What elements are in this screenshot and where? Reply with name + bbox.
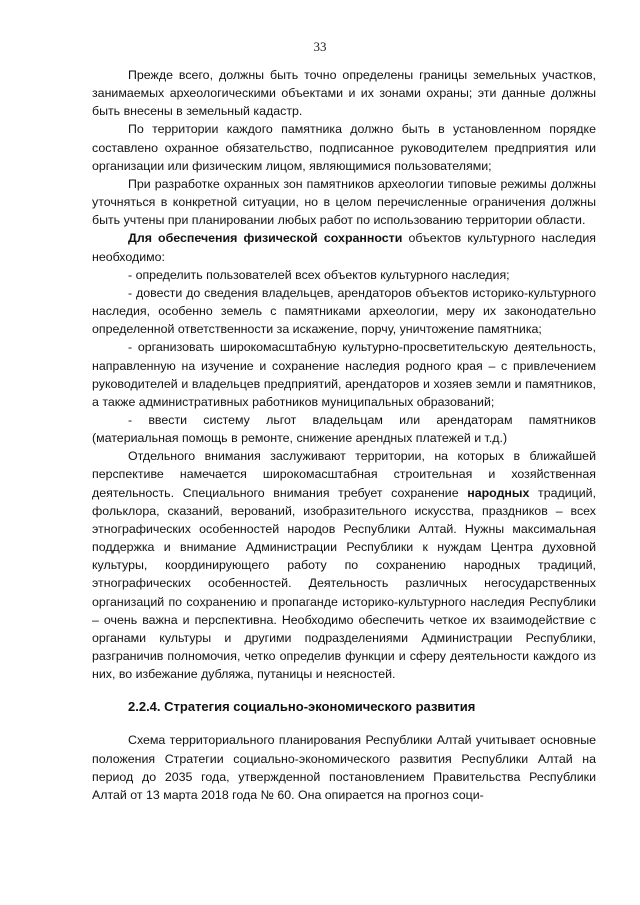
- paragraph-text: традиций, фольклора, сказаний, верований, изобразительного искусства, праздников – всех этнографических особенностей народов Республики Алтай. Нужны максимальная поддержка и внимание Администрации Республики к нуждам Центра духовной культуры, координирующего работу по сохранению народных традиций, этнографических особенностей. Деятельность различных негосударственных организаций по сохранению и пропаганде историко-культурного наследия Республики – очень важна и перспективна. Необходимо обеспечить четкое их взаимодействие с органами культуры и другими подразделениями Администрации Республики, разграничив полномочия, четко определив функции и сферу деятельности каждого из них, во избежание дубляжа, путаницы и неясностей.: [92, 485, 597, 682]
- paragraph-strategy: Схема территориального планирования Республики Алтай учитывает основные положения Стратегии социально-экономического развития Республики Алтай на период до 2035 года, утвержденной постановлением Правительства Республики Алтай от 13 марта 2018 года № 60. Она опирается на прогноз соци-: [92, 733, 596, 802]
- bold-word: народных: [467, 485, 530, 500]
- list-item: - довести до сведения владельцев, арендаторов объектов историко-культурного наследия, особенно земель с памятниками археологии, меру их законодательно определенной ответственности за искажение, порчу, уничтожение памятника;: [92, 285, 596, 337]
- paragraph-physical-preservation: [92, 229, 596, 265]
- list-item: - ввести систему льгот владельцам или арендаторам памятников (материальная помощь в ремонте, снижение арендных платежей и т.д.): [92, 412, 596, 446]
- paragraph-text: Отдельного внимания заслуживают территории, на которых в ближайшей перспективе намечается широкомасштабная строительная и хозяйственная деятельность. Специального внимания требует сохранение: [92, 449, 596, 500]
- paragraph-land-boundaries: Прежде всего, должны быть точно определены границы земельных участков, занимаемых археологическими объектами и их зонами охраны; эти данные должны быть внесены в земельный кадастр.: [92, 68, 596, 119]
- paragraph-protection-obligation: По территории каждого памятника должно быть в установленном порядке составлено охранное обязательство, подписанное руководителем предприятия или организации или физическим лицом, являющимися пользователями;: [92, 122, 596, 173]
- section-heading: 2.2.4. Стратегия социально-экономического развития: [128, 699, 476, 715]
- bold-lead-text: Для обеспечения физической сохранности: [128, 231, 403, 246]
- paragraph-rest-text: объектов культурного наследия необходимо:: [92, 231, 596, 264]
- page-number: 33: [313, 39, 327, 54]
- list-item: - определить пользователей всех объектов культурного наследия;: [128, 267, 510, 282]
- document-body: [92, 66, 596, 804]
- paragraph-special-attention: [92, 447, 596, 683]
- paragraph-protection-zones: При разработке охранных зон памятников археологии типовые режимы должны уточняться в конкретной ситуации, но в целом перечисленные ограничения должны быть учтены при планировании любых работ по использованию территории области.: [92, 176, 596, 228]
- list-item: - организовать широкомасштабную культурно-просветительскую деятельность, направленную на изучение и сохранение наследия родного края – с привлечением руководителей и владельцев предприятий, арендаторов и хозяев земли и памятников, а также административных работников муниципальных образований;: [92, 340, 596, 409]
